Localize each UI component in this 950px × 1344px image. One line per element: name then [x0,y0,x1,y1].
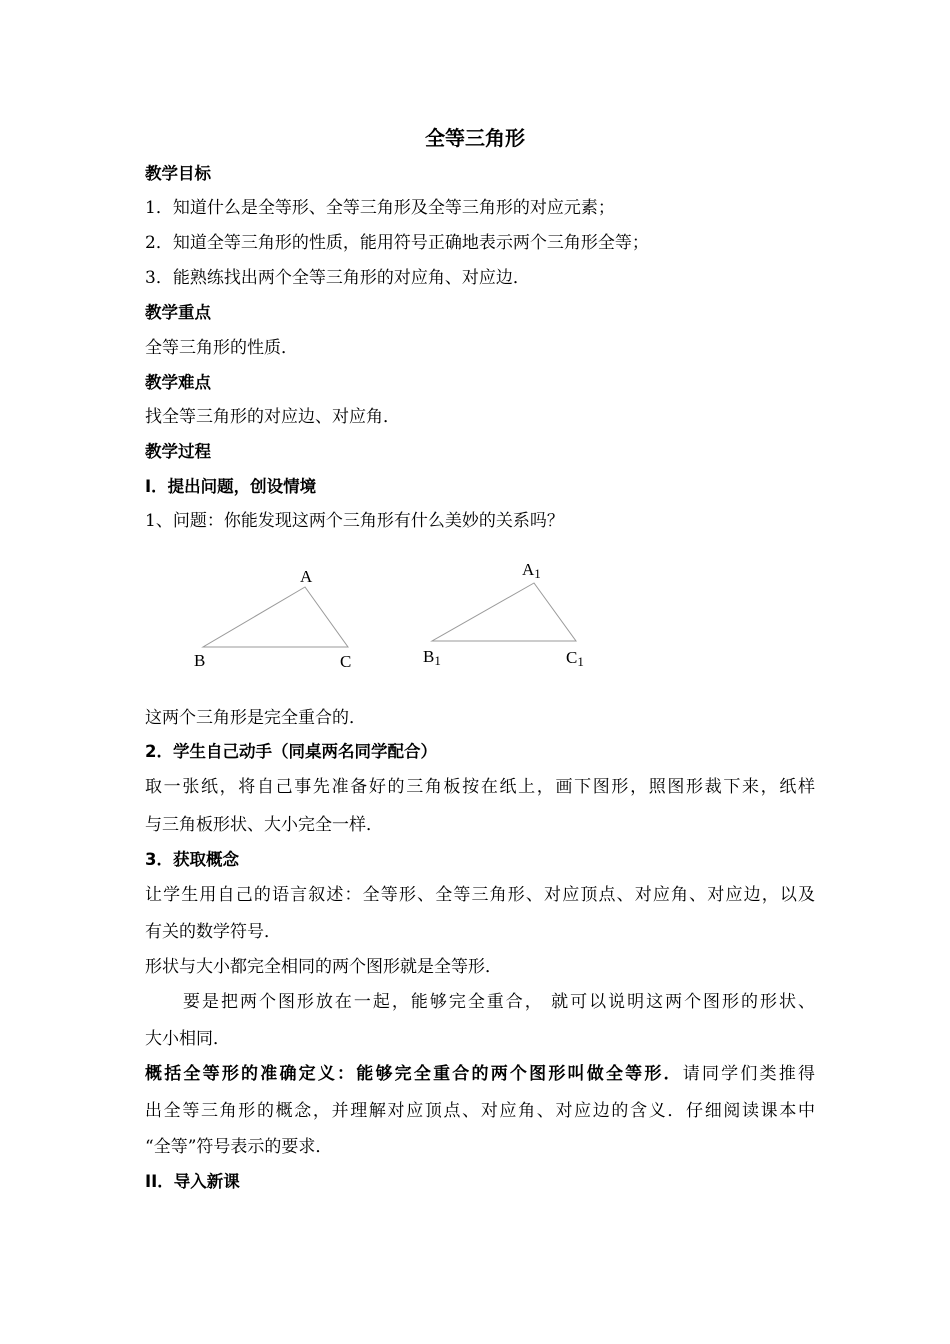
step3-line-4: 要是把两个图形放在一起，能够完全重合， 就可以说明这两个图形的形状、 [183,992,815,1012]
difficulty-text: 找全等三角形的对应边、对应角． [145,407,400,427]
part1-heading: I．提出问题，创设情境 [145,477,317,496]
step3-line-2: 有关的数学符号． [145,922,281,942]
step2-line-1: 取一张纸，将自己事先准备好的三角板按在纸上，画下图形，照图形裁下来，纸样 [145,777,815,797]
page-title: 全等三角形 [425,126,525,150]
definition-bold: 概括全等形的准确定义：能够完全重合的两个图形叫做全等形． [145,1064,683,1084]
label-B: B [194,651,206,670]
key-point-heading: 教学重点 [145,303,211,322]
definition-line-3: “全等”符号表示的要求． [145,1137,333,1157]
key-point-text: 全等三角形的性质． [145,338,298,358]
triangle-a1b1c1 [432,583,576,641]
triangle-abc [203,587,348,647]
definition-line-2: 出全等三角形的概念，并理解对应顶点、对应角、对应边的含义．仔细阅读课本中 [145,1101,815,1121]
goals-heading: 教学目标 [145,164,211,183]
goal-item-3: 3．能熟练找出两个全等三角形的对应角、对应边． [145,268,530,288]
triangles-svg [180,555,600,680]
label-B1: B1 [423,647,441,668]
definition-line-1 [145,1062,815,1086]
label-A: A [300,567,313,586]
answer-1: 这两个三角形是完全重合的． [145,708,366,728]
label-A1: A1 [522,560,541,581]
label-C: C [340,652,352,671]
goal-item-2: 2．知道全等三角形的性质，能用符号正确地表示两个三角形全等； [145,233,649,253]
part2-heading: II．导入新课 [145,1172,240,1191]
goal-item-1: 1．知道什么是全等形、全等三角形及全等三角形的对应元素； [145,198,615,218]
process-heading: 教学过程 [145,442,211,461]
step3-line-5: 大小相同． [145,1029,230,1049]
step2-line-2: 与三角板形状、大小完全一样． [145,815,383,835]
difficulty-heading: 教学难点 [145,373,211,392]
label-C1: C1 [566,648,584,669]
step2-heading: 2．学生自己动手（同桌两名同学配合） [145,742,437,761]
triangles-figure [180,555,600,680]
step3-heading: 3．获取概念 [145,850,239,869]
step3-line-1: 让学生用自己的语言叙述：全等形、全等三角形、对应顶点、对应角、对应边，以及 [145,885,815,905]
step3-line-3: 形状与大小都完全相同的两个图形就是全等形． [145,957,502,977]
question-1: 1、问题：你能发现这两个三角形有什么美妙的关系吗？ [145,511,564,531]
definition-rest: 请同学们类推得 [682,1064,816,1084]
